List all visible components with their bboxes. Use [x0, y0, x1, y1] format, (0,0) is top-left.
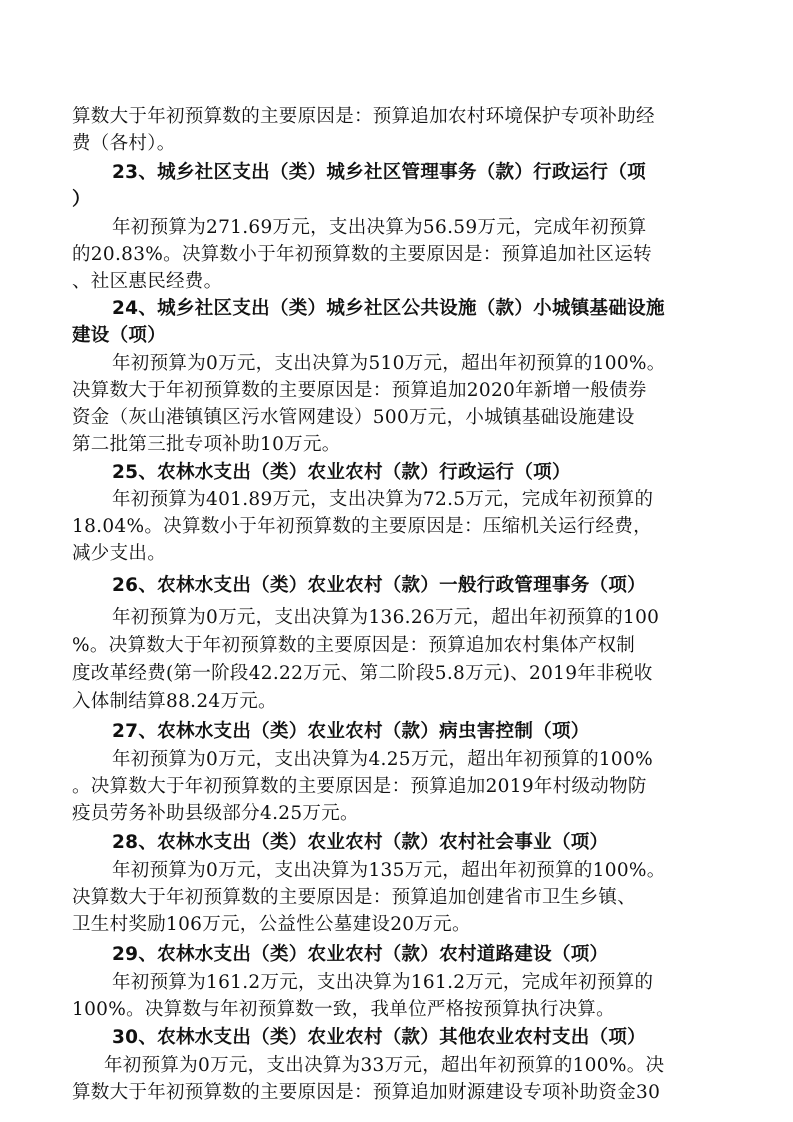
section-heading: 23、城乡社区支出（类）城乡社区管理事务（款）行政运行（项 [112, 162, 646, 183]
section-heading: 24、城乡社区支出（类）城乡社区公共设施（款）小城镇基础设施 [112, 298, 665, 319]
text-line: 算数大于年初预算数的主要原因是：预算追加财源建设专项补助资金30 [72, 1082, 661, 1103]
text-line: 、社区惠民经费。 [72, 271, 223, 292]
text-line: 100%。决算数与年初预算数一致，我单位严格按预算执行决算。 [72, 999, 615, 1020]
text-line: 疫员劳务补助县级部分4.25万元。 [72, 803, 359, 824]
text-line: 。决算数大于年初预算数的主要原因是：预算追加2019年村级动物防 [72, 776, 647, 797]
text-line: 年初预算为161.2万元，支出决算为161.2万元，完成年初预算的 [112, 972, 654, 993]
section-heading: 26、农林水支出（类）农业农村（款）一般行政管理事务（项） [112, 575, 646, 596]
text-line: %。决算数大于年初预算数的主要原因是：预算追加农村集体产权制 [72, 635, 636, 656]
section-heading: 30、农林水支出（类）农业农村（款）其他农业农村支出（项） [112, 1027, 646, 1048]
text-line: 决算数大于年初预算数的主要原因是：预算追加2020年新增一般债券 [72, 380, 647, 401]
section-heading: 28、农林水支出（类）农业农村（款）农村社会事业（项） [112, 832, 609, 853]
text-line: 年初预算为0万元，支出决算为510万元，超出年初预算的100%。 [112, 353, 666, 374]
text-line: 卫生村奖励106万元，公益性公墓建设20万元。 [72, 914, 471, 935]
section-heading: 建设（项） [72, 325, 167, 346]
text-line: 入体制结算88.24万元。 [72, 691, 277, 712]
text-line: 决算数大于年初预算数的主要原因是：预算追加创建省市卫生乡镇、 [72, 887, 637, 908]
text-line: 费（各村）。 [72, 133, 176, 154]
text-line: 的20.83%。决算数小于年初预算数的主要原因是：预算追加社区运转 [72, 244, 652, 265]
section-heading: 27、农林水支出（类）农业农村（款）病虫害控制（项） [112, 721, 590, 742]
text-line: 年初预算为0万元，支出决算为33万元，超出年初预算的100%。决 [104, 1055, 665, 1076]
text-line: 第二批第三批专项补助10万元。 [72, 434, 341, 455]
text-line: 减少支出。 [72, 543, 167, 564]
text-line: 资金（灰山港镇镇区污水管网建设）500万元，小城镇基础设施建设 [72, 407, 635, 428]
text-line: 度改革经费(第一阶段42.22万元、第二阶段5.8万元)、2019年非税收 [72, 663, 653, 684]
section-heading: 25、农林水支出（类）农业农村（款）行政运行（项） [112, 462, 571, 483]
text-line: 18.04%。决算数小于年初预算数的主要原因是：压缩机关运行经费， [72, 516, 652, 537]
text-line: 年初预算为401.89万元，支出决算为72.5万元，完成年初预算的 [112, 489, 654, 510]
text-line: 年初预算为0万元，支出决算为135万元，超出年初预算的100%。 [112, 860, 666, 881]
text-line: 算数大于年初预算数的主要原因是：预算追加农村环境保护专项补助经 [72, 106, 655, 127]
section-heading: ） [72, 189, 91, 210]
text-line: 年初预算为271.69万元，支出决算为56.59万元，完成年初预算 [112, 217, 647, 238]
section-heading: 29、农林水支出（类）农业农村（款）农村道路建设（项） [112, 944, 609, 965]
text-line: 年初预算为0万元，支出决算为136.26万元，超出年初预算的100 [112, 607, 660, 628]
text-line: 年初预算为0万元，支出决算为4.25万元，超出年初预算的100% [112, 749, 653, 770]
